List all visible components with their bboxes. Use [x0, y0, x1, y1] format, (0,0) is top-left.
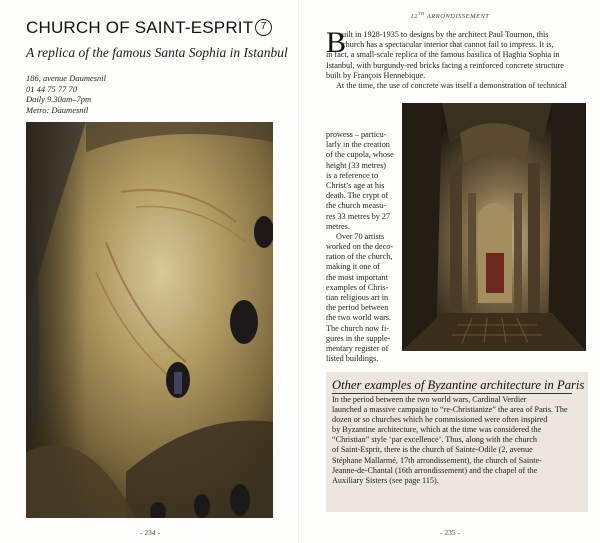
text-line: in fact, a small-scale replica of the famous basilica of Haghia Sophia in	[326, 50, 560, 60]
page-number-left: - 234 -	[140, 528, 160, 537]
text-line: launched a massive campaign to “re-Christianize” the area of Paris. The	[332, 405, 568, 415]
text-line: gures in the supple-	[326, 333, 391, 343]
text-line: is a reference to	[326, 170, 379, 180]
page-number-right: - 235 -	[440, 528, 460, 537]
body-text-narrow	[326, 130, 398, 364]
sidebar-title-underline	[332, 393, 572, 394]
hours-line: Daily 9.30am–7pm	[26, 94, 92, 104]
text-line: res 33 metres by 27	[326, 211, 391, 221]
metro-line: Metro: Daumesnil	[26, 104, 89, 115]
text-line: the church measu-	[326, 201, 387, 211]
sidebar-title: Other examples of Byzantine architecture in Paris	[332, 378, 585, 392]
text-line: ration of the church,	[326, 252, 393, 262]
text-line: Stéphane Mallarmé, 17th arrondissement), the church of Sainte-	[332, 455, 542, 465]
text-line: tian religious art in	[326, 293, 389, 302]
text-line: of the cupola, whose	[326, 150, 394, 160]
text-line: The church now fi-	[326, 323, 389, 333]
text-line: At the time, the use of concrete was itself a demonstration of technical	[336, 80, 567, 90]
text-line: height (33 metres)	[326, 160, 387, 170]
text-line: making it one of	[326, 262, 380, 272]
body-text-top	[326, 26, 586, 91]
text-line: worked on the deco-	[326, 242, 394, 252]
text-line: built by François Hennebique.	[326, 70, 426, 80]
right-page	[300, 0, 600, 543]
text-line: Over 70 artists	[336, 231, 385, 241]
text-line: the two world wars.	[326, 313, 392, 323]
text-line: examples of Chris-	[326, 282, 389, 292]
text-line: death. The crypt of	[326, 191, 389, 201]
text-line: Istanbul, with burgundy-red bricks facing a reinforced concrete structure	[326, 60, 564, 70]
address-line: 186, avenue Daumesnil	[26, 73, 107, 83]
address-info	[26, 73, 106, 115]
drop-cap: B	[326, 26, 347, 59]
text-line: prowess – particu-	[326, 130, 387, 139]
text-line: the period between	[326, 303, 389, 313]
text-line: by Byzantine architecture, which at the time was considered the	[332, 425, 542, 435]
nave-interior-photo	[402, 103, 586, 351]
phone-line: 01 44 75 77 70	[26, 83, 77, 94]
text-line: church has a spectacular interior that cannot fail to impress. It is,	[342, 40, 554, 50]
page-subtitle: A replica of the famous Santa Sophia in Istanbul	[26, 45, 288, 60]
text-line: Auxiliary Sisters (see page 115).	[332, 475, 439, 485]
text-line: Christ’s age at his	[326, 180, 385, 190]
sidebar-text	[332, 395, 584, 486]
text-line: uilt in 1928-1935 to designs by the architect Paul Tournon, this	[342, 30, 549, 39]
text-line: listed buildings.	[326, 354, 379, 364]
text-line: Jeanne-de-Chantal (16th arrondissement) and the chapel of the	[332, 465, 538, 475]
text-line: of Saint-Esprit, there is the church of Sainte-Odile (2, avenue	[332, 445, 533, 455]
page-title: CHURCH OF SAINT-ESPRIT	[26, 18, 254, 37]
text-line: dozen or so churches which he commissioned were often inspired	[332, 415, 548, 425]
site-number-badge: 7	[255, 19, 272, 36]
text-line: the most important	[326, 272, 388, 282]
text-line: mentary register of	[326, 343, 389, 353]
text-line: “Christian” style ‘par excellence’. Thus, along with the church	[332, 435, 537, 445]
running-head: 12TH ARRONDISSEMENT	[410, 11, 490, 21]
text-line: metres.	[326, 221, 350, 231]
text-line: In the period between the two world wars, Cardinal Verdier	[332, 395, 527, 404]
cupola-interior-photo	[26, 122, 273, 518]
text-line: larly in the creation	[326, 140, 390, 150]
